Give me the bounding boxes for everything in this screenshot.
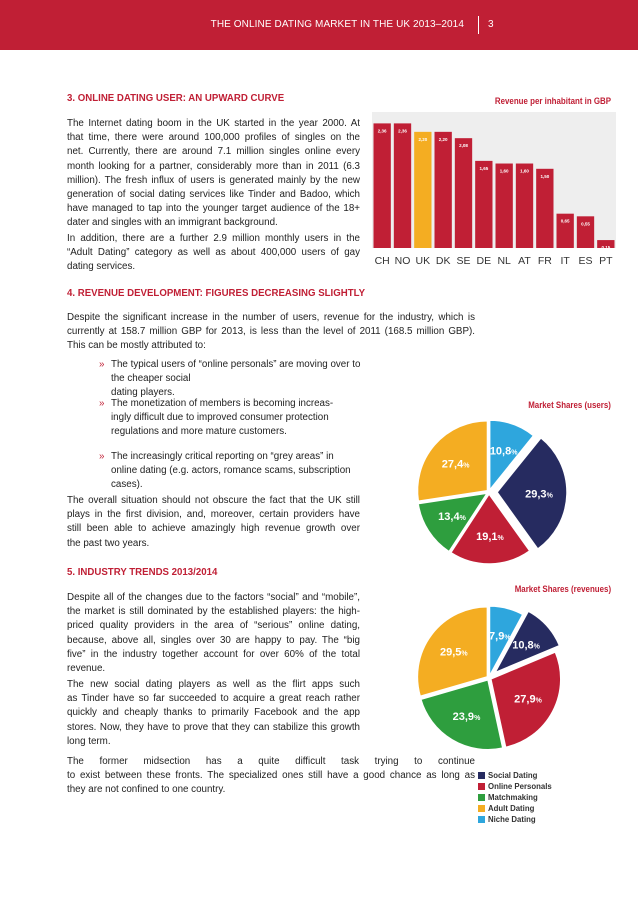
legend-item bbox=[478, 770, 552, 781]
text-line: The typical users of “online personals” are moving over to the cheaper social bbox=[111, 359, 361, 385]
section5-para3 bbox=[67, 755, 475, 798]
legend-item bbox=[478, 814, 552, 825]
header-divider bbox=[478, 16, 479, 34]
bar-value-label: 1,60 bbox=[520, 168, 529, 174]
bullet-arrow-icon: » bbox=[99, 451, 105, 462]
pie-slice-label: 23,9% bbox=[452, 710, 481, 723]
text-line: Despite all of the changes due to the factors “social” and “mobile”, bbox=[67, 592, 360, 603]
section4-para1 bbox=[67, 311, 475, 354]
text-line: the market is still dominated by the established players: the high- bbox=[67, 606, 360, 618]
bar-value-label: 0,55 bbox=[581, 221, 590, 227]
bar bbox=[496, 164, 513, 248]
legend-label: Adult Dating bbox=[488, 804, 535, 813]
text-line: The increasingly critical reporting on “grey areas” in bbox=[111, 451, 334, 462]
legend-label: Social Dating bbox=[488, 771, 538, 780]
section4-para2 bbox=[67, 494, 360, 551]
bullet-item-2 bbox=[99, 397, 361, 440]
x-tick-label: CH bbox=[374, 255, 390, 267]
text-line: dating players. bbox=[111, 387, 175, 399]
bar bbox=[516, 164, 533, 248]
legend-swatch bbox=[478, 816, 485, 823]
bullet-item-1 bbox=[99, 358, 371, 401]
bar-value-label: 2,20 bbox=[418, 136, 428, 142]
text-line: month looking for a partner, considerably more than in 2011 (6.3 bbox=[67, 160, 360, 172]
section4-heading: 4. REVENUE DEVELOPMENT: FIGURES DECREASING SLIGHTLY bbox=[67, 287, 366, 299]
section3-para1 bbox=[67, 117, 360, 231]
section5-para2 bbox=[67, 678, 360, 749]
text-line: The Internet dating boom in the UK started in the year 2000. At bbox=[67, 118, 360, 129]
text-line: The monetization of members is becoming increas- bbox=[111, 398, 334, 409]
text-line: the past two years. bbox=[67, 537, 150, 549]
users-pie-chart bbox=[405, 412, 575, 568]
text-line: to exist between these fronts. The specialized ones still have a good chance as long as bbox=[67, 770, 475, 782]
bullet-item-3 bbox=[99, 450, 361, 493]
bar-value-label: 0,65 bbox=[560, 218, 570, 224]
page-number: 3 bbox=[488, 19, 494, 30]
text-line: dating services. bbox=[67, 261, 136, 273]
x-tick-label: AT bbox=[518, 255, 531, 267]
revenues-pie-chart bbox=[405, 598, 575, 754]
bar-value-label: 2,36 bbox=[377, 128, 387, 134]
text-line: plays in the first division, and, moreover, certain providers have bbox=[67, 509, 360, 521]
pie-slice-label: 10,8% bbox=[489, 445, 518, 458]
bar bbox=[414, 132, 431, 248]
text-line: long term. bbox=[67, 735, 111, 747]
text-line: The new social dating players as well as the flirt apps such bbox=[67, 679, 360, 690]
text-line: revenue. bbox=[67, 663, 106, 675]
text-line: have managed to tap into the younger target audience of the 18+ bbox=[67, 203, 360, 215]
text-line: The overall situation should not obscure the fact that the UK still bbox=[67, 495, 360, 506]
legend-label: Online Personals bbox=[488, 782, 552, 791]
text-line: Despite the significant increase in the number of users, revenue for the industry, which is bbox=[67, 312, 475, 323]
text-line: This can be mostly attributed to: bbox=[67, 340, 206, 352]
legend-item bbox=[478, 781, 552, 792]
text-line: quickly and cheaply thanks to primarily Facebook and the app bbox=[67, 707, 360, 719]
pie-slice-label: 19,1% bbox=[476, 530, 504, 543]
pie-slice-label: 29,3% bbox=[525, 488, 553, 501]
section5-para1 bbox=[67, 591, 360, 676]
x-tick-label: UK bbox=[415, 255, 431, 267]
text-line: generation of social dating services like Tinder and Badoo, which bbox=[67, 189, 360, 201]
bar bbox=[435, 132, 452, 248]
text-line: ingly difficult due to improved consumer protection bbox=[111, 412, 329, 424]
bar-chart bbox=[372, 112, 616, 270]
text-line: regulations and more mature customers. bbox=[111, 426, 287, 438]
legend-swatch bbox=[478, 805, 485, 812]
section5-heading: 5. INDUSTRY TRENDS 2013/2014 bbox=[67, 566, 218, 578]
text-line: net. Currently, there are around 7.1 million singles online every bbox=[67, 146, 360, 158]
x-tick-label: FR bbox=[537, 255, 552, 267]
legend-item bbox=[478, 792, 552, 803]
text-line: The former midsection has a quite difficult task trying to continue bbox=[67, 756, 475, 767]
legend-swatch bbox=[478, 794, 485, 801]
header-title: THE ONLINE DATING MARKET IN THE UK 2013–2014 bbox=[210, 19, 464, 30]
bar bbox=[536, 169, 553, 248]
legend-swatch bbox=[478, 772, 485, 779]
x-tick-label: ES bbox=[578, 255, 593, 267]
pie-slice-label: 27,9% bbox=[514, 693, 542, 706]
x-tick-label: SE bbox=[456, 255, 471, 267]
bar bbox=[475, 161, 492, 248]
text-line: stores. Now, they have to prove that they can stabilize this growth bbox=[67, 721, 360, 733]
text-line: still been able to achieve amazingly high revenue growth over bbox=[67, 523, 360, 535]
bar bbox=[394, 123, 411, 248]
text-line: cases). bbox=[111, 479, 143, 491]
x-tick-label: IT bbox=[560, 255, 570, 267]
section3-para2 bbox=[67, 232, 360, 275]
text-line: priced quality providers in the area of “serious” online dating, bbox=[67, 620, 360, 632]
text-line: “Adult Dating” category as well as about 400,000 users of gay bbox=[67, 247, 360, 259]
text-line: as Tinder have so far succeeded to acquire a great reach rather bbox=[67, 693, 360, 705]
x-tick-label: DK bbox=[435, 255, 451, 267]
bar-value-label: 2,20 bbox=[438, 136, 448, 142]
text-line: In addition, there are a further 2.9 million monthly users in the bbox=[67, 233, 360, 244]
users-pie-title: Market Shares (users) bbox=[528, 400, 611, 410]
pie-slice-label: 10,8% bbox=[512, 639, 540, 652]
page-header bbox=[0, 0, 638, 50]
text-line: dater and singles with an immigrant background. bbox=[67, 217, 278, 229]
bar bbox=[455, 138, 472, 248]
pie-slice-label: 13,4% bbox=[438, 510, 466, 523]
bar-value-label: 1,60 bbox=[499, 168, 509, 174]
bar bbox=[374, 123, 391, 248]
bullet-arrow-icon: » bbox=[99, 398, 105, 409]
text-line: million). The fresh influx of users is generated mainly by the new bbox=[67, 174, 360, 186]
legend-label: Matchmaking bbox=[488, 793, 538, 802]
bar-value-label: 1,50 bbox=[540, 173, 550, 179]
legend-swatch bbox=[478, 783, 485, 790]
bullet-arrow-icon: » bbox=[99, 359, 105, 370]
text-line: they are not confined to one country. bbox=[67, 784, 226, 796]
pie-legend bbox=[478, 770, 552, 825]
legend-item bbox=[478, 803, 552, 814]
pie-slice-label: 27,4% bbox=[441, 458, 470, 471]
bar-chart-title: Revenue per inhabitant in GBP bbox=[494, 96, 611, 106]
bar-value-label: 1,65 bbox=[479, 165, 489, 171]
bar-value-label: 2,36 bbox=[398, 128, 407, 134]
bar-value-label: 2,08 bbox=[459, 143, 468, 149]
x-tick-label: DE bbox=[476, 255, 492, 267]
x-tick-label: NL bbox=[497, 255, 511, 267]
pie-slice-label: 7,9% bbox=[489, 630, 511, 643]
revenues-pie-title: Market Shares (revenues) bbox=[514, 584, 611, 594]
text-line: online dating (e.g. actors, romance scams, subscription bbox=[111, 465, 351, 477]
text-line: that time, there were around 100,000 profiles of singles on the bbox=[67, 132, 360, 144]
text-line: five” in the industry together account for over 60% of the total bbox=[67, 648, 360, 660]
x-tick-label: PT bbox=[599, 255, 613, 267]
x-tick-label: NO bbox=[394, 255, 411, 267]
bar-value-label: 0,15 bbox=[601, 245, 611, 251]
legend-label: Niche Dating bbox=[488, 815, 536, 824]
pie-slice-label: 29,5% bbox=[439, 646, 468, 659]
text-line: because, above all, singles over 30 are happy to pay. The “big bbox=[67, 634, 360, 646]
section3-heading: 3. ONLINE DATING USER: AN UPWARD CURVE bbox=[67, 92, 285, 104]
text-line: currently at 158.7 million GBP for 2013, is less than the level of 2011 (168.5 million GBP). bbox=[67, 326, 475, 338]
